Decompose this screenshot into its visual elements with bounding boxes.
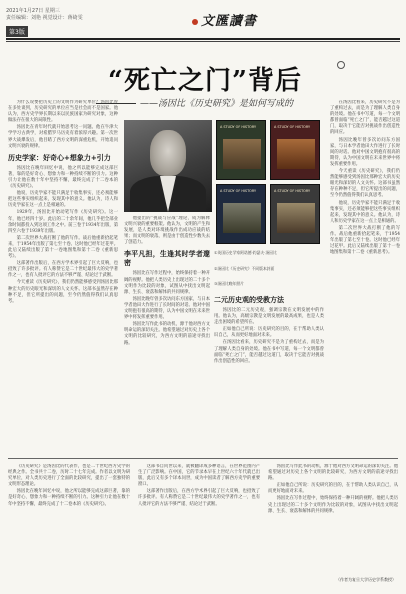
ornament-icon: [337, 61, 345, 69]
book-title: A STUDY OF HISTORY: [220, 189, 257, 193]
article-subtitle: 李平凡担，生逢其时学者邃密: [124, 250, 210, 268]
photo-caption: ①英国历史学家阿诺德·约瑟夫·汤因比: [214, 250, 277, 255]
bottom-column-3: [268, 464, 398, 572]
bottom-column-2: [138, 464, 260, 572]
page-number: 第3版: [6, 26, 28, 37]
article-paragraph: 这部著作出版后，在西方学术界引起了巨大反响，也招致了许多批评。有人称赞它是二十世纪最伟大的史学著作之一，也有人批评它的方法不够严谨、结论过于武断。: [138, 489, 260, 507]
book-title: A STUDY OF HISTORY: [274, 189, 311, 193]
article-column-3: [214, 292, 324, 452]
article-paragraph: 在汤因比看来，历史研究不是为了重构过去，而是为了理解人类自身的处境。他在书中写道，每一个文明都曾面临“死亡之门”，能否越过这道门，取决于它能否对挑战作出创造性的回应。: [214, 340, 324, 364]
masthead-editor: 责任编辑：刘艳 视觉设计：蒋绮雯: [6, 15, 83, 21]
book-image: [277, 139, 315, 169]
section-name-text: 文匯讀書: [201, 14, 258, 29]
section-dot-icon: [192, 19, 198, 25]
byline: （作者为复旦大学历史学系教授）: [336, 577, 396, 582]
article-column-1: [8, 100, 118, 452]
article-paragraph: 他说，历史学家不能只满足于收集事实，还必须能够把这些事实组织起来，发现其中的意义。他认为，诗人和历史学家在这一点上是相通的。: [330, 200, 400, 224]
article-paragraph: 汤因比晚年曾多次访问东方国家，与日本学者池田大作进行了长时间的对话。他对中国文明抱有很高的期待，认为中国文明在未来世界中将发挥重要作用。: [124, 296, 210, 321]
masthead-date: 2021年1月27日 星期三: [6, 8, 60, 14]
masthead-rule-thin: [6, 41, 400, 42]
article-subtitle: 二元历史观的受教方法: [214, 296, 284, 304]
article-paragraph: 在汤因比看来，历史研究不是为了重构过去，而是为了理解人类自身的处境。他在书中写道，每一个文明都曾面临“死亡之门”，能否越过这道门，取决于它能否对挑战作出创造性的回应。: [330, 100, 400, 136]
book-cover: [216, 120, 266, 180]
book-title: A STUDY OF HISTORY: [274, 125, 311, 129]
article-paragraph: 汤因比在写作过程中，始终保持着一种开阔的视野。他把人类历史上出现过的二十多个文明作为比较的对象，试图从中找出文明起源、生长、衰落和解体的共同规律。: [124, 271, 210, 295]
headline-subtitle: ——汤因比《历史研究》是如何写成的: [96, 96, 356, 109]
article-paragraph: 汤因比写作此书的动机，源于他对西方文明命运的深切关注。他希望通过对历史上各个文明的比较研究，为西方文明的前途寻找出路。: [268, 464, 398, 482]
book-image: [223, 203, 261, 233]
article-paragraph: 汤因比写作此书的动机，源于他对西方文明命运的深切关注。他希望通过对历史上各个文明的比较研究，为西方文明的前途寻找出路。: [124, 322, 210, 346]
headline-title: “死亡之门”背后: [108, 66, 302, 96]
article-paragraph: 他提出的“挑战与应战”理论，成为解释文明兴衰的重要框架。他认为，文明的产生和发展，是人类对环境挑战作出成功应战的结果；而文明的衰落，则是由于创造性少数失去了创造力。: [124, 216, 210, 246]
masthead-info: [6, 8, 83, 22]
article-paragraph: 汤因比晚年曾多次访问东方国家，与日本学者池田大作进行了长时间的对话。他对中国文明抱有很高的期待，认为中国文明在未来世界中将发挥重要作用。: [330, 137, 400, 167]
article-paragraph: 这部著作出版后，在西方学术界引起了巨大反响，也招致了许多批评。有人称赞它是二十世纪最伟大的史学著作之一，也有人批评它的方法不够严谨、结论过于武断。: [8, 261, 118, 279]
section-divider: [8, 458, 398, 459]
bottom-column-1: [8, 464, 130, 572]
article-paragraph: 汤因比在青年时代就开始思考这一问题。他在牛津大学学习古典学，对希腊罗马历史有着浓厚兴趣。第一次世界大战爆发后，他目睹了西方文明的深重危机，开始追问文明兴衰的规律。: [8, 125, 118, 149]
book-cover: [270, 120, 320, 180]
article-paragraph: 这部书自问世以来，就被翻译成多种语言，在世界范围内产生了广泛影响。在中国，它的节录本早在上世纪六十年代就已出版，此后又有多个译本问世，成为中国读者了解西方史学的重要窗口。: [138, 464, 260, 488]
article-paragraph: 第二次世界大战打断了他的写作。战后他重新拾起笔来，于1954年出版了第七至十卷。这时他已经年过花甲。此后又陆续出版了第十一卷地图集和第十二卷《重新思考》。: [8, 235, 118, 260]
book-image: [223, 139, 261, 169]
book-title: A STUDY OF HISTORY: [220, 125, 257, 129]
article-paragraph: 为什么说要把历史上的文明作为研究单位？汤因比曾在多处谈到，历史研究的单位应当是社会而不是国家。他认为，西方史学界长期以来以民族国家为研究对象，这种做法存在很大的局限性。: [8, 100, 118, 124]
book-cover: [270, 184, 320, 244]
masthead: [6, 4, 400, 48]
article-paragraph: 正如他自己所说：历史研究的目的，在于帮助人类认识自己，从而更好地面对未来。: [268, 483, 398, 495]
article-paragraph: 汤因比的二元历史观，强调宗教在文明发展中的作用。他认为，高级宗教是文明发展的最高成果，也是人类走出困境的希望所在。: [214, 308, 324, 326]
article-paragraph: 正如他自己所说：历史研究的目的，在于帮助人类认识自己，从而更好地面对未来。: [214, 327, 324, 339]
portrait-face: [150, 130, 186, 176]
article-paragraph: 第二次世界大战打断了他的写作。战后他重新拾起笔来，于1954年出版了第七至十卷。这时他已经年过花甲。此后又陆续出版了第十一卷地图集和第十二卷《重新思考》。: [330, 225, 400, 256]
masthead-rule: [6, 38, 400, 40]
article-paragraph: 他说，历史学家不能只满足于收集事实，还必须能够把这些事实组织起来，发现其中的意义。他认为，诗人和历史学家在这一点上是相通的。: [8, 191, 118, 209]
portrait-photo: [124, 120, 212, 212]
article-paragraph: 1929年，汤因比开始动笔写作《历史研究》。这一年，他已经四十岁。此后的二十余年间，他几乎把全部业余时间都投入到这项工作之中。前三卷于1934年出版，第四至六卷于1939年出版。: [8, 210, 118, 234]
book-covers: [214, 120, 322, 248]
books-caption: ②汤因比《历史研究》不同版本封面: [214, 266, 275, 271]
article-subtitle: 历史学家：好奇心+想象力+引力: [8, 153, 111, 162]
photo-caption-2: ③汤因比晚年照片: [214, 281, 244, 286]
article-paragraph: 汤因比在写作过程中，始终保持着一种开阔的视野。他把人类历史上出现过的二十多个文明作为比较的对象，试图从中找出文明起源、生长、衰落和解体的共同规律。: [268, 496, 398, 514]
article-column-4: [330, 100, 400, 452]
article-paragraph: 今天重读《历史研究》，我们仍然能够感受到汤因比那种宏大的历史眼光和深切的人文关怀。这部书虽然存在种种不足，但它所提出的问题，至今仍然值得我们认真思考。: [330, 169, 400, 199]
book-image: [277, 203, 315, 233]
article-column-2: [124, 216, 210, 452]
article-paragraph: 汤因比在晚年回忆中说，他之所以能够完成这部巨著，靠的是好奇心、想象力和一种持续不断的引力。这种引力让他在数十年中坚持不懈，最终完成了十二卷本的《历史研究》。: [8, 165, 118, 190]
section-name: [192, 10, 257, 29]
book-cover: [216, 184, 266, 244]
article-paragraph: 《历史研究》是汤因比的代表作，也是二十世纪西方史学的经典之作。全书共十二卷，历时二十七年完成。作者以文明为研究单位，对人类历史进行了全面的比较研究，提出了一套独特的文明形态理论。: [8, 464, 130, 488]
article-paragraph: 汤因比在晚年回忆中说，他之所以能够完成这部巨著，靠的是好奇心、想象力和一种持续不断的引力。这种引力让他在数十年中坚持不懈，最终完成了十二卷本的《历史研究》。: [8, 489, 130, 507]
article-paragraph: 今天重读《历史研究》，我们仍然能够感受到汤因比那种宏大的历史眼光和深切的人文关怀。这部书虽然存在种种不足，但它所提出的问题，至今仍然值得我们认真思考。: [8, 280, 118, 304]
